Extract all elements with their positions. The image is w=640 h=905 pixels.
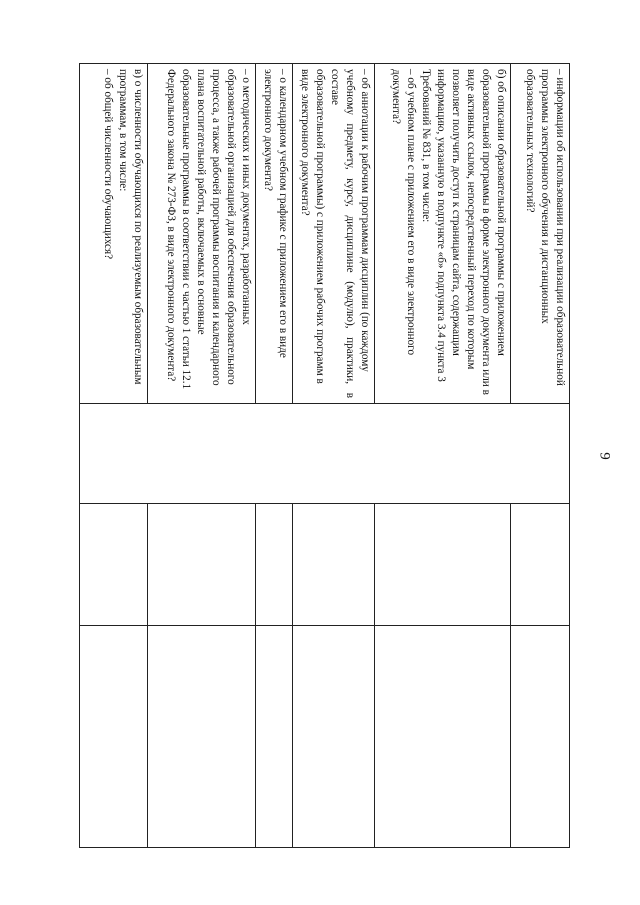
question-line: информацию, указанную в подпункте «б» подпункта 3.4 пункта 3 [435,69,447,382]
question-line: – об аннотации к рабочим программам дисциплин (по каждому [359,69,371,372]
question-cell [148,64,256,404]
answer-cell [511,504,570,626]
table-row [511,64,570,848]
answer-cell [256,504,293,626]
question-line: плана воспитательной работы, включаемых в основные [195,69,207,335]
question-line: в) о численности обучающихся по реализуемым образовательным [132,69,144,385]
question-line: электронного документа? [262,69,274,191]
notes-cell [80,626,148,848]
question-line: – о методических и иных документах, разработанных [240,69,252,325]
notes-cell [511,626,570,848]
question-line: виде электронного документа? [299,69,311,216]
checklist-table-area [80,63,570,847]
notes-cell [148,626,256,848]
question-cell [293,64,375,404]
notes-cell [375,626,511,848]
checklist-table [79,63,570,848]
question-line: – о календарном учебном графике с приложением его в виде [277,69,289,358]
question-line: б) об описании образовательной программы с приложением [495,69,507,356]
question-line: виде активных ссылок, непосредственный переход по которым [465,69,477,370]
answer-cell [293,504,375,626]
question-line: документа? [390,69,402,124]
notes-cell [256,626,293,848]
question-line: – об общей численности обучающихся? [102,69,114,260]
answer-cell [148,504,256,626]
question-line: образовательной организацией для обеспечения образовательного [225,69,237,385]
answer-cell [80,504,148,626]
question-line: программы электронного обучения и дистанционных [539,69,551,324]
notes-cell [293,626,375,848]
question-line: образовательной программы) с приложением рабочих программ в [314,69,326,384]
answer-cell [80,404,570,504]
question-line: образовательной программы в форме электронного документа или в [480,69,492,395]
question-line: процесса, а также рабочей программы воспитания и календарного [210,69,222,386]
question-cell [511,64,570,404]
question-line: Требований № 831, в том числе: [420,69,432,223]
question-line: позволяет получить доступ к страницам сайта, содержащим [450,69,462,356]
answer-cell [375,504,511,626]
question-line: – об учебном плане с приложением его в виде электронного [405,69,417,356]
question-line: образовательные программы в соответствии с частью 1 статьи 12.1 [180,69,192,390]
question-line: Федерального закона № 273-ФЗ, в виде электронного документа? [165,69,177,382]
question-cell [375,64,511,404]
question-line: образовательных технологий? [524,69,536,213]
page-number: 9 [596,452,613,460]
question-cell [80,64,148,404]
question-line: – информации об использовании при реализации образовательной [554,69,566,386]
question-line: программам, в том числе: [117,69,129,192]
question-cell [256,64,293,404]
question-line: учебному предмету, курсу, дисциплине (модулю), практики, в составе [329,69,356,398]
